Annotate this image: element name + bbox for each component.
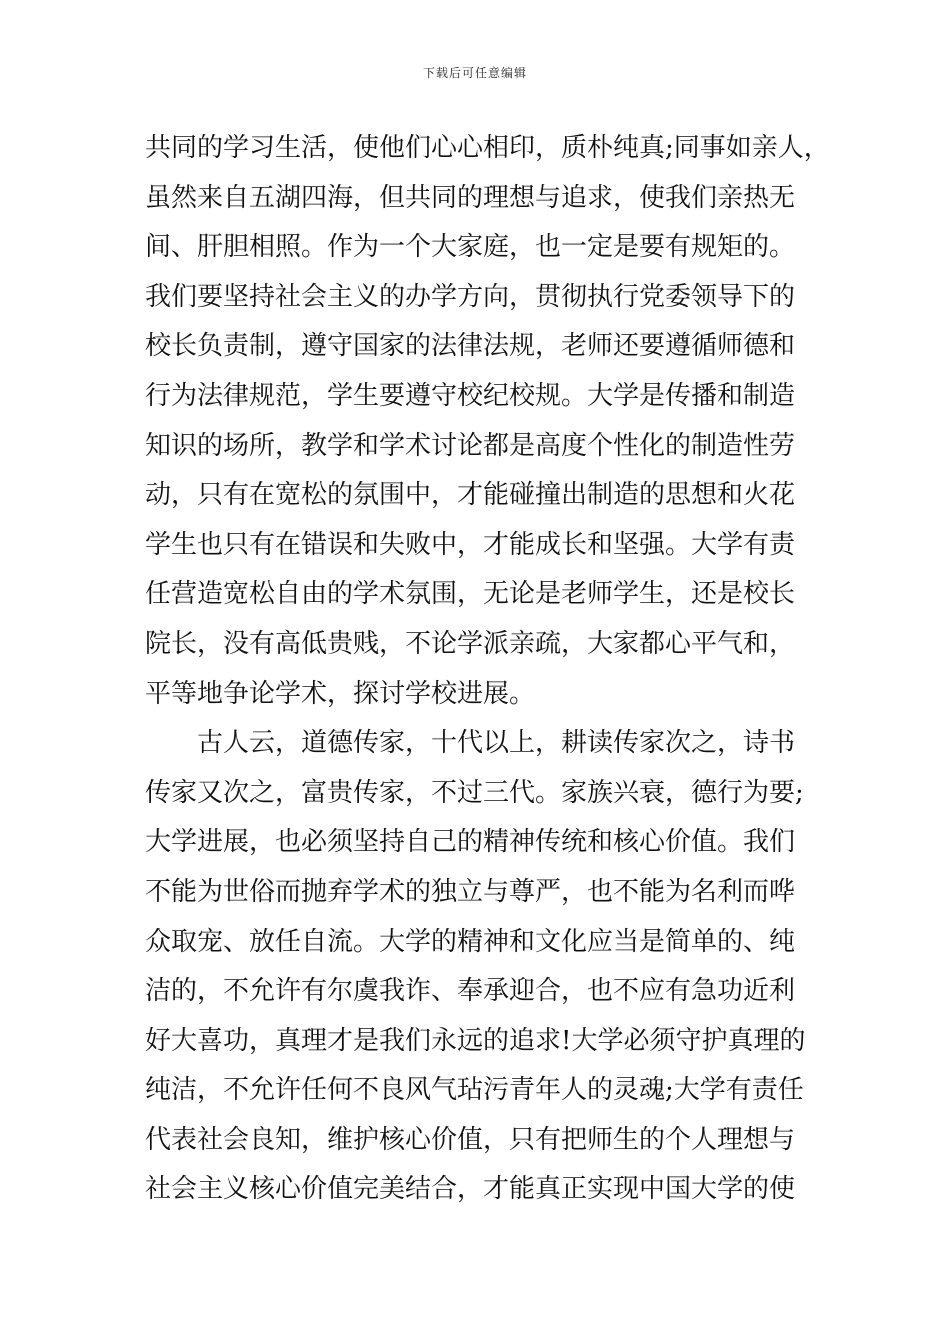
- text-line: 我们要坚持社会主义的办学方向，贯彻执行党委领导下的: [145, 281, 796, 312]
- text-line: 平等地争论学术，探讨学校进展。: [145, 678, 536, 709]
- text-line: 好大喜功，真理才是我们永远的追求!大学必须守护真理的: [145, 1025, 806, 1056]
- text-line: 院长，没有高低贵贱，不论学派亲疏，大家都心平气和，: [145, 628, 796, 659]
- text-line: 动，只有在宽松的氛围中，才能碰撞出制造的思想和火花: [145, 480, 796, 511]
- text-line: 传家又次之，富贵传家，不过三代。家族兴衰，德行为要;: [145, 777, 804, 808]
- text-line: 古人云，道德传家，十代以上，耕读传家次之，诗书: [145, 728, 796, 759]
- document-body: [145, 124, 830, 1215]
- text-line: 学生也只有在错误和失败中，才能成长和坚强。大学有责: [145, 529, 796, 560]
- text-line: 校长负责制，遵守国家的法律法规，老师还要遵循师德和: [145, 331, 796, 362]
- text-line: 众取宠、放任自流。大学的精神和文化应当是简单的、纯: [145, 926, 796, 957]
- text-line: 虽然来自五湖四海，但共同的理想与追求，使我们亲热无: [145, 182, 796, 213]
- text-line: 纯洁，不允许任何不良风气玷污青年人的灵魂;大学有责任: [145, 1075, 804, 1106]
- text-line: 社会主义核心价值完美结合，才能真正实现中国大学的使: [145, 1174, 796, 1205]
- text-line: 共同的学习生活，使他们心心相印，质朴纯真;同事如亲人，: [145, 133, 830, 163]
- text-line: 代表社会良知，维护核心价值，只有把师生的个人理想与: [145, 1124, 796, 1155]
- text-line: 不能为世俗而抛弃学术的独立与尊严，也不能为名利而哗: [145, 876, 796, 907]
- text-line: 任营造宽松自由的学术氛围，无论是老师学生，还是校长: [145, 579, 796, 610]
- text-line: 大学进展，也必须坚持自己的精神传统和核心价值。我们: [145, 827, 796, 858]
- text-line: 知识的场所，教学和学术讨论都是高度个性化的制造性劳: [145, 430, 796, 461]
- page-header: 下载后可任意编辑: [422, 66, 527, 80]
- text-line: 洁的，不允许有尔虞我诈、奉承迎合，也不应有急功近利: [145, 976, 796, 1007]
- text-line: 间、肝胆相照。作为一个大家庭，也一定是要有规矩的。: [145, 232, 796, 263]
- text-line: 行为法律规范，学生要遵守校纪校规。大学是传播和制造: [145, 380, 796, 411]
